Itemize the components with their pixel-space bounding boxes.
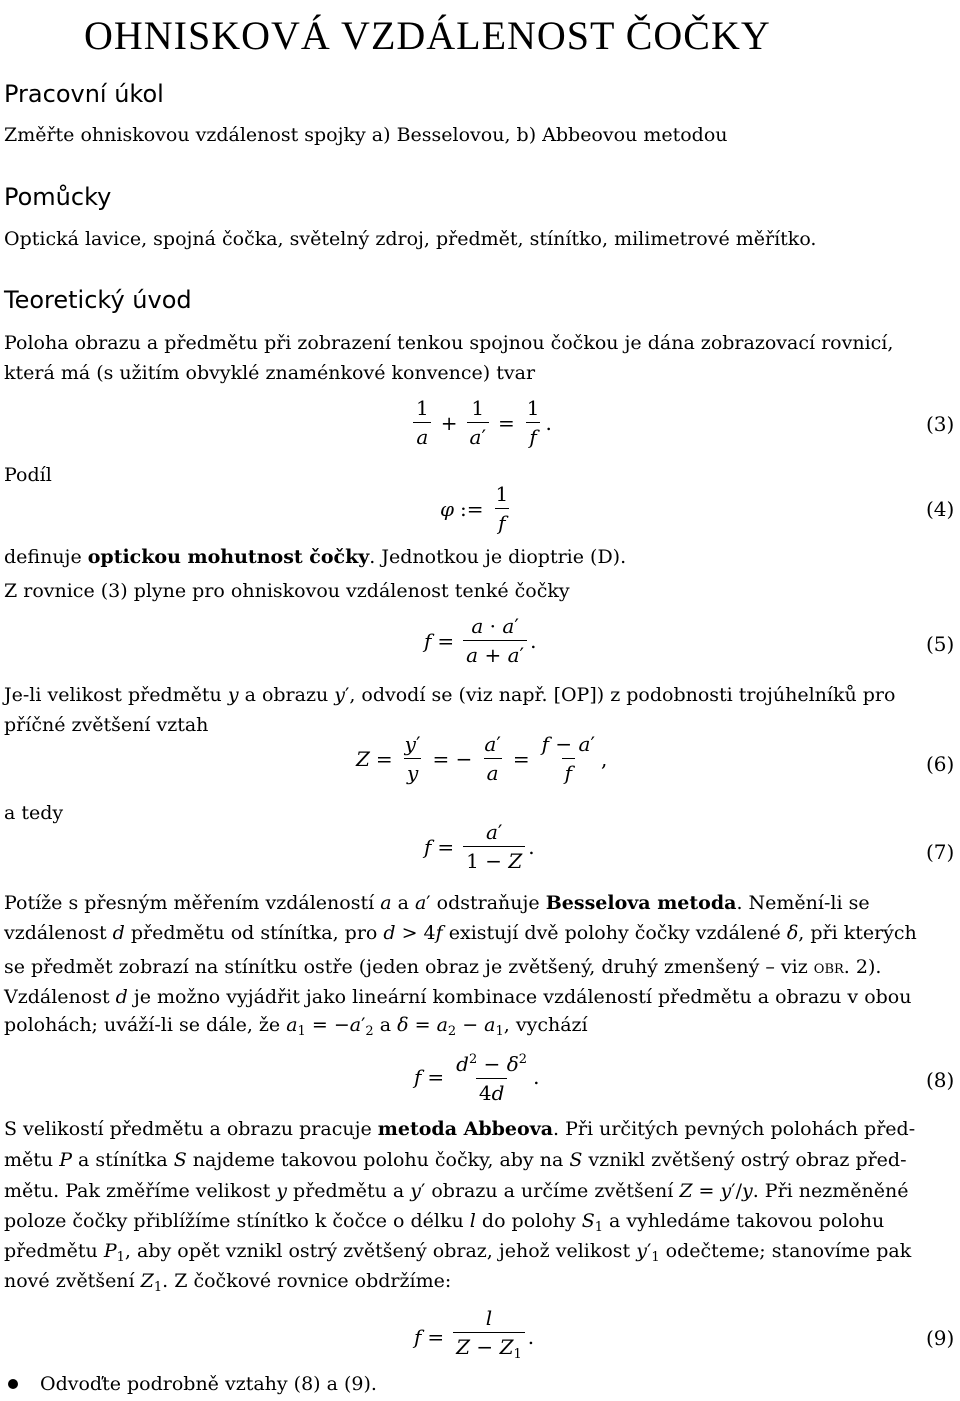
equation-9: f = $\frac{l}{Z - Z_1}$ . bbox=[414, 1306, 534, 1367]
abbe-line-6: nové zvětšení $Z_1$. Z čočkové rovnice obdržíme: bbox=[4, 1270, 452, 1295]
bessel-line-4: Vzdálenost d je možno vyjádřit jako lineární kombinace vzdáleností předmětu a obrazu v obou bbox=[4, 986, 912, 1008]
bullet-text: Odvoďte podrobně vztahy (8) a (9). bbox=[40, 1373, 377, 1395]
equation-number-9: (9) bbox=[926, 1326, 955, 1350]
abbe-method-term: metoda Abbeova bbox=[377, 1118, 554, 1140]
theory-line-2: která má (s užitím obvyklé znaménkové konvence) tvar bbox=[4, 362, 536, 384]
heading-theory: Teoretický úvod bbox=[4, 286, 192, 314]
equation-7: f = $\frac{a'}{1 - Z}$ . bbox=[424, 820, 535, 873]
equation-number-6: (6) bbox=[926, 752, 955, 776]
task-text: Změřte ohniskovou vzdálenost spojky a) Besselovou, b) Abbeovou metodou bbox=[4, 124, 728, 146]
equation-5: f = $\frac{a \cdot a'}{a + a'}$ . bbox=[424, 614, 537, 667]
heading-tools: Pomůcky bbox=[4, 183, 112, 211]
optical-power-term: optickou mohutnost čočky bbox=[87, 546, 370, 568]
tools-text: Optická lavice, spojná čočka, světelný zdroj, předmět, stínítko, milimetrové měřítko. bbox=[4, 228, 817, 250]
equation-number-7: (7) bbox=[926, 840, 955, 864]
definition-line: definuje optickou mohutnost čočky. Jednotkou je dioptrie (D). bbox=[4, 546, 627, 568]
theory-line-1: Poloha obrazu a předmětu při zobrazení tenkou spojnou čočkou je dána zobrazovací rovnicí, bbox=[4, 332, 894, 354]
bessel-line-2: vzdálenost d předmětu od stínítka, pro d > 4f existují dvě polohy čočky vzdálené δ, při kterých bbox=[4, 922, 917, 944]
bessel-method-term: Besselova metoda bbox=[545, 892, 737, 914]
equation-4: φ := $\frac{1}{f}$ bbox=[440, 482, 509, 535]
equation-6: Z = $\frac{y'}{y}$ = − $\frac{a'}{a}$ = $\frac{f - a'}{f}$ , bbox=[356, 732, 608, 785]
podil-label: Podíl bbox=[4, 464, 52, 486]
heading-task: Pracovní úkol bbox=[4, 80, 164, 108]
equation-number-4: (4) bbox=[926, 497, 955, 521]
a-tedy-label: a tedy bbox=[4, 802, 64, 824]
equation-number-5: (5) bbox=[926, 632, 955, 656]
equation-8: f = $\frac{d^2 - \delta^2}{4d}$ . bbox=[414, 1052, 540, 1105]
abbe-line-5: předmětu $P_1$, aby opět vznikl ostrý zvětšený obraz, jehož velikost $y'_1$ odečteme; stanovíme pak bbox=[4, 1240, 912, 1265]
abbe-line-4: poloze čočky přiblížíme stínítko k čočce o délku l do polohy $S_1$ a vyhledáme takovou polohu bbox=[4, 1210, 885, 1235]
bullet-point bbox=[8, 1379, 18, 1389]
equation-number-8: (8) bbox=[926, 1068, 955, 1092]
from-eq3-line: Z rovnice (3) plyne pro ohniskovou vzdálenost tenké čočky bbox=[4, 580, 570, 602]
page-title: OHNISKOVÁ VZDÁLENOST ČOČKY bbox=[84, 13, 771, 58]
bessel-line-3: se předmět zobrazí na stínítku ostře (jeden obraz je zvětšený, druhý zmenšený – viz obr. 2). bbox=[4, 956, 882, 978]
bessel-line-5: polohách; uváží-li se dále, že $a_1 = -a'_2$ a $\delta = a_2 - a_1$, vychází bbox=[4, 1014, 588, 1039]
size-line-2: příčné zvětšení vztah bbox=[4, 714, 209, 736]
abbe-line-3: mětu. Pak změříme velikost y předmětu a y′ obrazu a určíme zvětšení Z = y′/y. Při nezměněné bbox=[4, 1180, 909, 1202]
bessel-line-1: Potíže s přesným měřením vzdáleností a a a′ odstraňuje Besselova metoda. Nemění-li se bbox=[4, 892, 870, 914]
abbe-line-1: S velikostí předmětu a obrazu pracuje metoda Abbeova. Při určitých pevných polohách před- bbox=[4, 1118, 916, 1140]
abbe-line-2: mětu P a stínítka S najdeme takovou polohu čočky, aby na S vznikl zvětšený ostrý obraz před- bbox=[4, 1149, 907, 1171]
equation-number-3: (3) bbox=[926, 412, 955, 436]
size-line-1: Je-li velikost předmětu y a obrazu y′, odvodí se (viz např. [OP]) z podobnosti trojúhelníků pro bbox=[4, 684, 896, 706]
equation-3: $\frac{1}{a}$ + $\frac{1}{a'}$ = $\frac{1}{f}$ . bbox=[410, 396, 552, 449]
